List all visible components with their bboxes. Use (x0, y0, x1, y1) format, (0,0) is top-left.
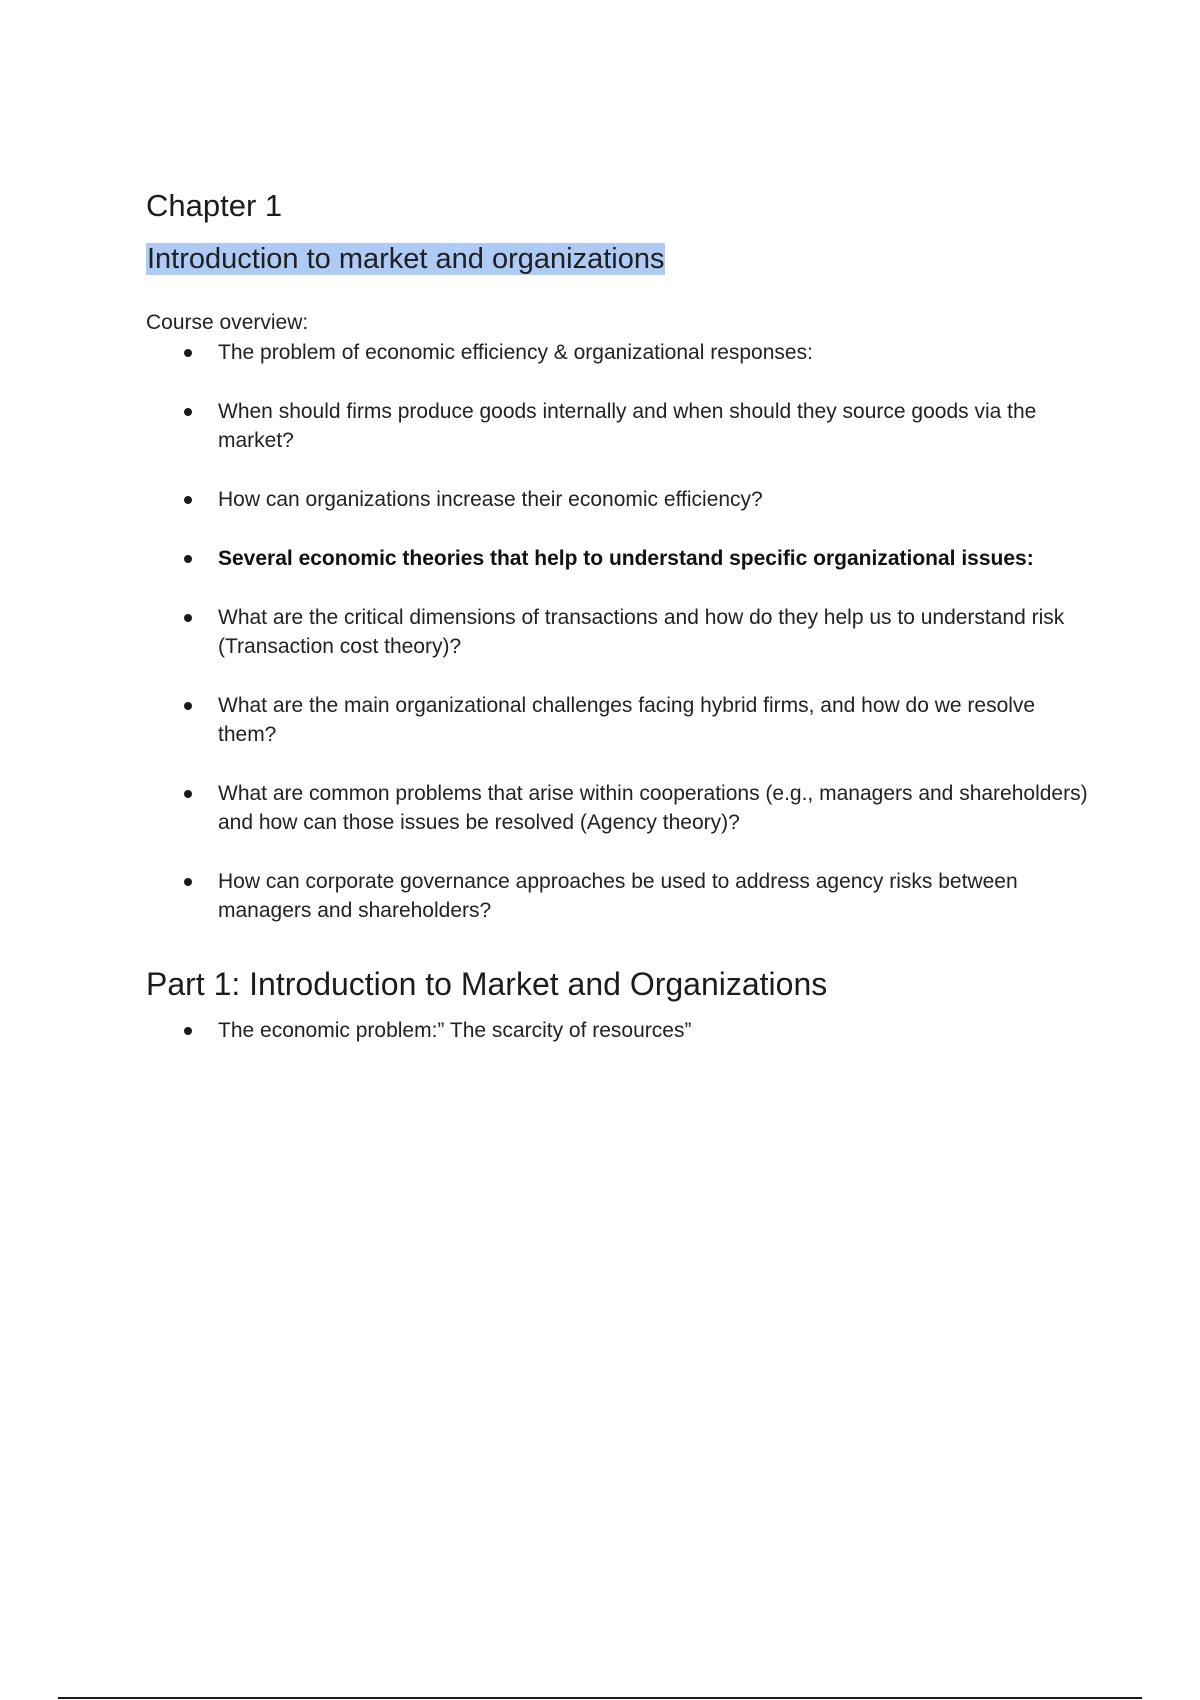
bullet-icon (184, 790, 192, 798)
highlighted-subtitle-text[interactable]: Introduction to market and organizations (147, 243, 665, 275)
course-overview-label: Course overview: (146, 311, 309, 334)
list-item (146, 544, 1096, 573)
bullet-icon (184, 702, 192, 710)
bullet-icon (184, 349, 192, 357)
bullet-icon (184, 1027, 192, 1035)
list-item (146, 691, 1096, 749)
part-heading: Part 1: Introduction to Market and Organizations (146, 966, 828, 1002)
list-item-text: What are common problems that arise within cooperations (e.g., managers and shareholders) and how can those issues be resolved (Agency theory)? (218, 782, 1088, 834)
bullet-icon (184, 555, 192, 563)
list-item (146, 779, 1096, 837)
list-item (146, 603, 1096, 661)
list-item (146, 1016, 1096, 1045)
bottom-divider (58, 1697, 1142, 1699)
list-item-text: The problem of economic efficiency & organizational responses: (218, 341, 813, 364)
list-item-text: Several economic theories that help to understand specific organizational issues: (218, 547, 1034, 570)
bullet-icon (184, 496, 192, 504)
chapter-title: Chapter 1 (146, 188, 283, 223)
chapter-subtitle[interactable] (146, 241, 665, 277)
list-item (146, 397, 1096, 455)
list-item (146, 338, 1096, 367)
course-overview-list (146, 338, 1096, 955)
list-item-text: How can organizations increase their economic efficiency? (218, 488, 763, 511)
list-item (146, 485, 1096, 514)
part-list (146, 1016, 1096, 1045)
bullet-icon (184, 408, 192, 416)
list-item (146, 867, 1096, 925)
list-item-text: The economic problem:” The scarcity of resources” (218, 1019, 692, 1042)
bullet-icon (184, 878, 192, 886)
list-item-text: How can corporate governance approaches be used to address agency risks between managers and shareholders? (218, 870, 1018, 922)
list-item-text: What are the critical dimensions of transactions and how do they help us to understand risk (Transaction cost theory)? (218, 606, 1065, 658)
list-item-text: When should firms produce goods internally and when should they source goods via the market? (218, 400, 1037, 452)
bullet-icon (184, 614, 192, 622)
list-item-text: What are the main organizational challenges facing hybrid firms, and how do we resolve them? (218, 694, 1036, 746)
